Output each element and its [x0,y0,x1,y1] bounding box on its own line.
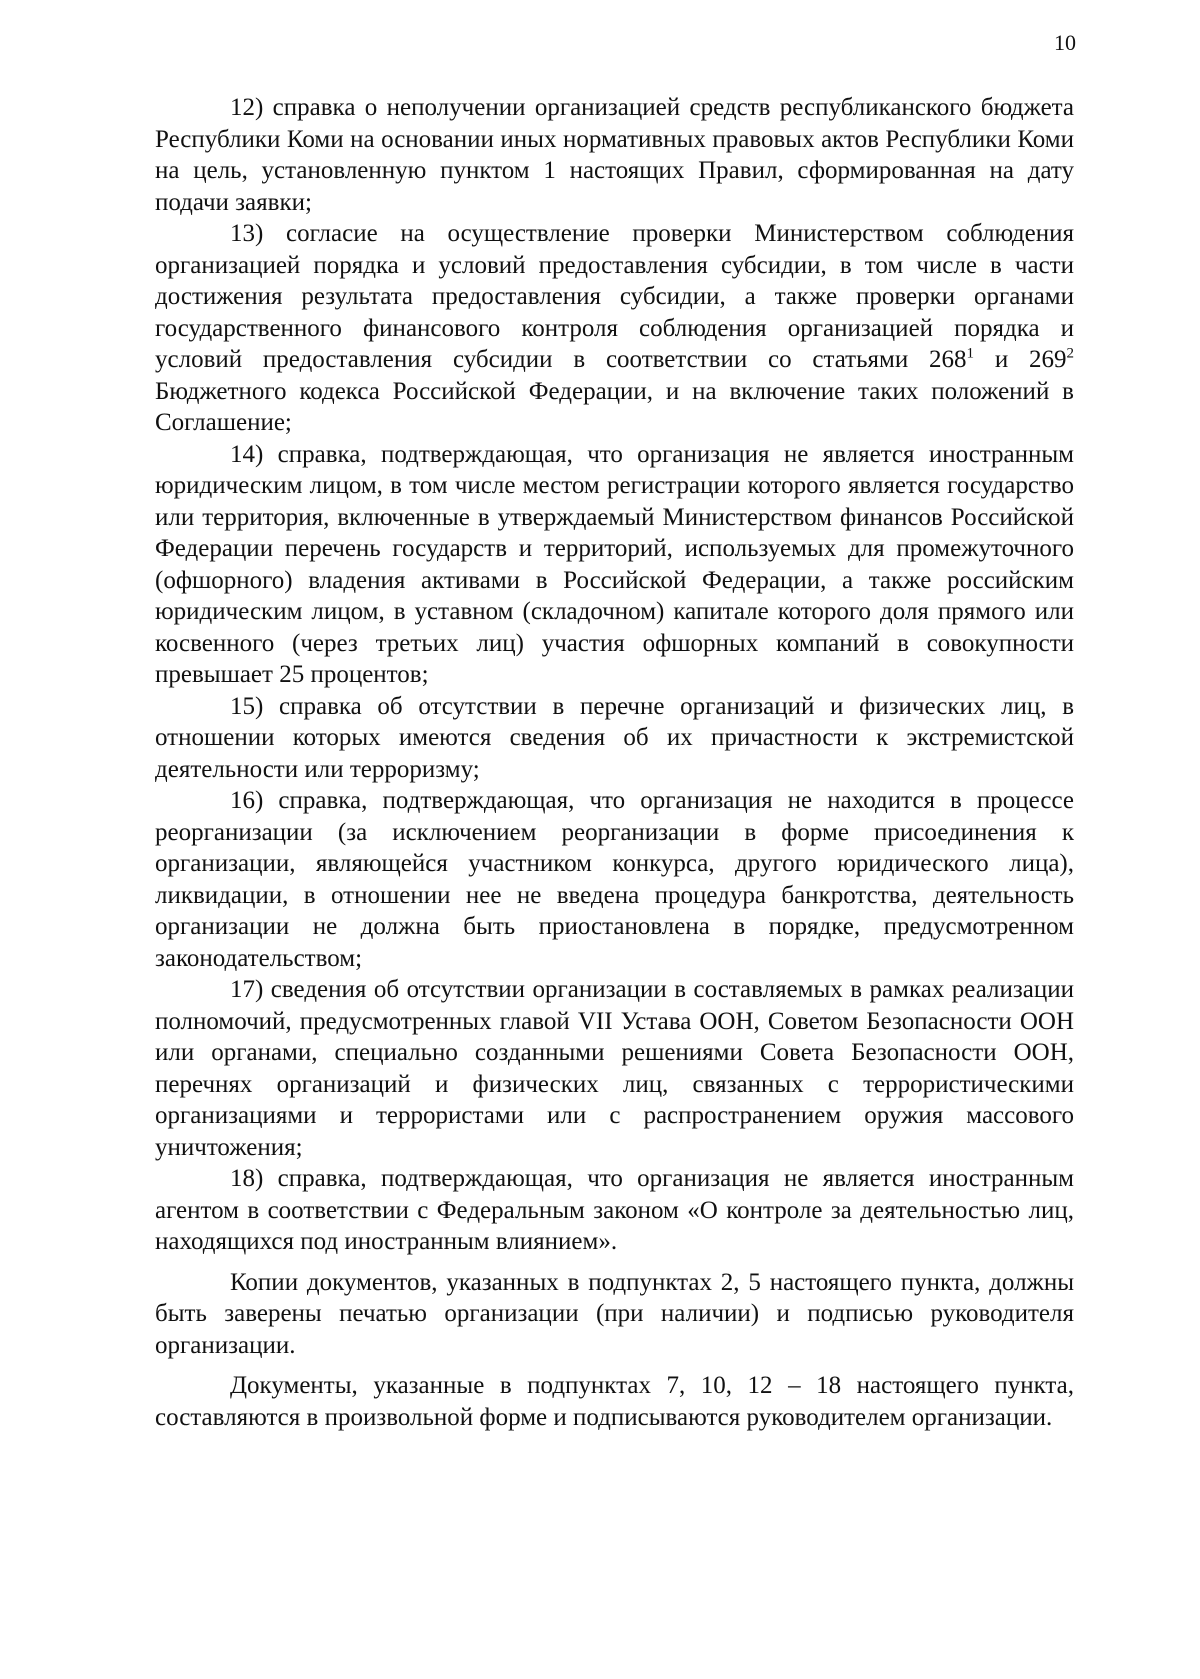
paragraph-copies: Копии документов, указанных в подпунктах 2, 5 настоящего пункта, должны быть заверены печатью организации (при наличии) и подписью руководителя организации. [155,1268,1074,1359]
paragraph-item-15: 15) справка об отсутствии в перечне организаций и физических лиц, в отношении которых имеются сведения об их причастности к экстремистской деятельности или терроризму; [155,692,1074,783]
document-body [155,92,1074,1433]
paragraph-item-16: 16) справка, подтверждающая, что организация не находится в процессе реорганизации (за исключением реорганизации в форме присоединения к организации, являющейся участником конкурса, другого юридического лица), ликвидации, в отношении нее не введена процедура банкротства, деятельность организации не должна быть приостановлена в порядке, предусмотренном законодательством; [155,787,1074,972]
paragraph-item-13 [155,218,1074,439]
page-number: 10 [1054,30,1076,55]
paragraph-item-12: 12) справка о неполучении организацией средств республиканского бюджета Республики Коми на основании иных нормативных правовых актов Республики Коми на цель, установленную пунктом 1 настоящих Правил, сформированная на дату подачи заявки; [155,94,1074,216]
paragraph-item-13-text-3: Бюджетного кодекса Российской Федерации, и на включение таких положений в Соглашение; [155,377,1074,436]
paragraph-item-14: 14) справка, подтверждающая, что организация не является иностранным юридическим лицом, в том числе местом регистрации которого является государство или территория, включенные в утверждаемый Министерством финансов Российской Федерации перечень государств и территорий, используемых для промежуточного (офшорного) владения активами в Российской Федерации, а также российским юридическим лицом, в уставном (складочном) капитале которого доля прямого или косвенного (через третьих лиц) участия офшорных компаний в совокупности превышает 25 процентов; [155,440,1074,688]
paragraph-item-13-text-2: и 269 [974,346,1067,373]
paragraph-item-18: 18) справка, подтверждающая, что организация не является иностранным агентом в соответствии с Федеральным законом «О контроле за деятельностью лиц, находящихся под иностранным влиянием». [155,1165,1074,1255]
superscript-1: 1 [966,345,975,362]
superscript-2: 2 [1066,345,1074,362]
paragraph-item-13-text-1: 13) согласие на осуществление проверки Министерством соблюдения организацией порядка и условий предоставления субсидии, в том числе в части достижения результата предоставления субсидии, а также проверки органами государственного финансового контроля соблюдения организацией порядка и условий предоставления субсидии в соответствии со статьями 268 [155,220,1074,373]
paragraph-item-17: 17) сведения об отсутствии организации в составляемых в рамках реализации полномочий, предусмотренных главой VII Устава ООН, Советом Безопасности ООН или органами, специально созданными решениями Совета Безопасности ООН, перечнях организаций и физических лиц, связанных с террористическими организациями и террористами или с распространением оружия массового уничтожения; [155,976,1074,1161]
paragraph-documents: Документы, указанные в подпунктах 7, 10, 12 – 18 настоящего пункта, составляются в произвольной форме и подписываются руководителем организации. [155,1372,1074,1431]
